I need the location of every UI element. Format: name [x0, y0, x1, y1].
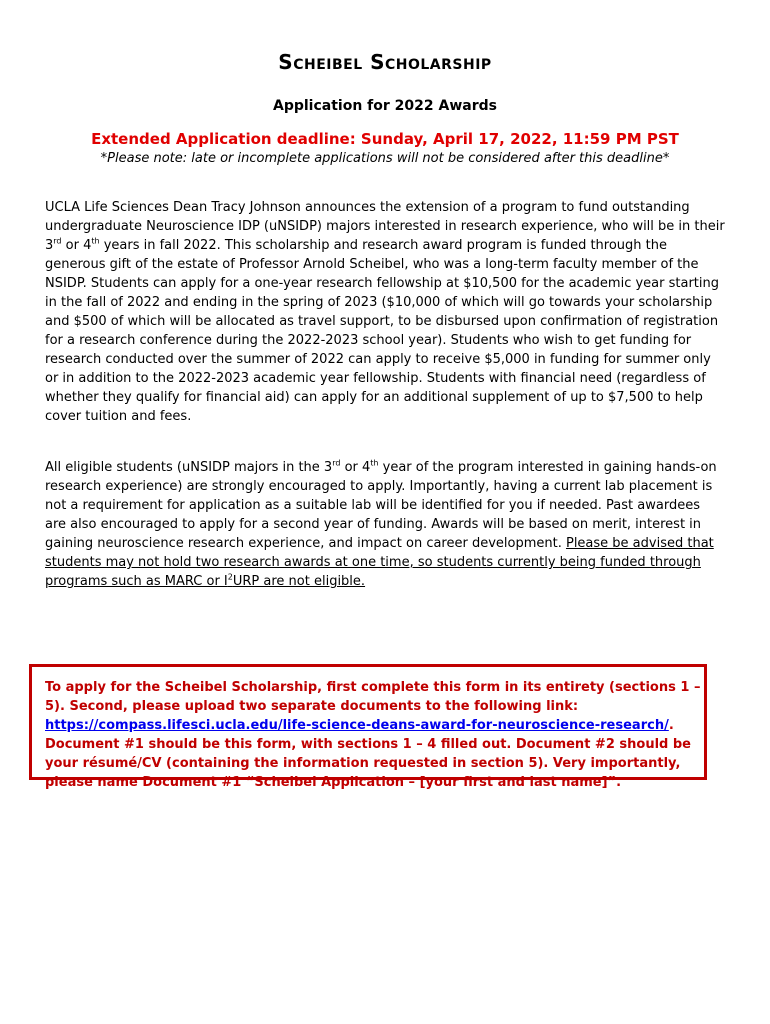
superscript: rd [332, 458, 341, 468]
upload-link[interactable]: https://compass.lifesci.ucla.edu/life-science-deans-award-for-neuroscience-research/ [45, 718, 669, 733]
document-subtitle: Application for 2022 Awards [273, 98, 497, 114]
program-description-paragraph [45, 198, 725, 426]
text-run: or 4 [340, 460, 371, 475]
text-run: year of the program interested in gaining hands-on research experience) are strongly encouraged to apply. Importantly, having a current lab placement is not a requirement for application as a suitable lab will be identified for you if needed. Past awardees are also encouraged to apply for a second year of funding. Awards will be based on merit, interest in gaining neuroscience research experience, and impact on career development. [45, 460, 717, 551]
application-instructions-box [29, 664, 707, 790]
late-application-note: *Please note: late or incomplete applications will not be considered after this deadline* [100, 151, 670, 166]
document-title: Scheibel Scholarship [278, 50, 492, 74]
superscript: th [370, 458, 379, 468]
superscript: th [91, 236, 100, 246]
text-run: years in fall 2022. This scholarship and research award program is funded through the generous gift of the estate of Professor Arnold Scheibel, who was a long-term faculty member of the NSIDP. Students can apply for a one-year research fellowship at $10,500 for the academic year starting in the fall of 2022 and ending in the spring of 2023 ($10,000 of which will go towards your scholarship and $500 of which will be allocated as travel support, to be disbursed upon confirmation of registration for a research conference during the 2022-2023 school year). Students who wish to get funding for research conducted over the summer of 2022 can apply to receive $5,000 in funding for summer only or in addition to the 2022-2023 academic year fellowship. Students with financial need (regardless of whether they qualify for financial aid) can apply for an additional supplement of up to $7,500 to help cover tuition and fees. [45, 238, 719, 424]
text-run: Please be advised that students may not hold two research awards at one time, so students currently being funded through programs such as MARC or I [45, 536, 714, 589]
text-run: All eligible students (uNSIDP majors in the 3 [45, 460, 333, 475]
text-run: To apply for the Scheibel Scholarship, first complete this form in its entirety (sections 1 – 5). Second, please upload two separate documents to the following link: [45, 680, 701, 714]
deadline-notice: Extended Application deadline: Sunday, April 17, 2022, 11:59 PM PST [91, 130, 679, 148]
text-run: UCLA Life Sciences Dean Tracy Johnson announces the extension of a program to fund outstanding undergraduate Neuroscience IDP (uNSIDP) majors interested in research experience, who will be in their 3 [45, 200, 725, 253]
eligibility-paragraph [45, 458, 725, 591]
text-run: or 4 [61, 238, 92, 253]
text-run: URP are not eligible. [232, 574, 366, 589]
text-run: . Document #1 should be this form, with sections 1 – 4 filled out. Document #2 should be your résumé/CV (containing the information requested in section 5). Very importantly, please name Document #1 “Scheibel Application – [your first and last name]”. [45, 718, 691, 790]
application-instructions-text [45, 678, 713, 792]
superscript: 2 [227, 572, 233, 582]
superscript: rd [53, 236, 62, 246]
